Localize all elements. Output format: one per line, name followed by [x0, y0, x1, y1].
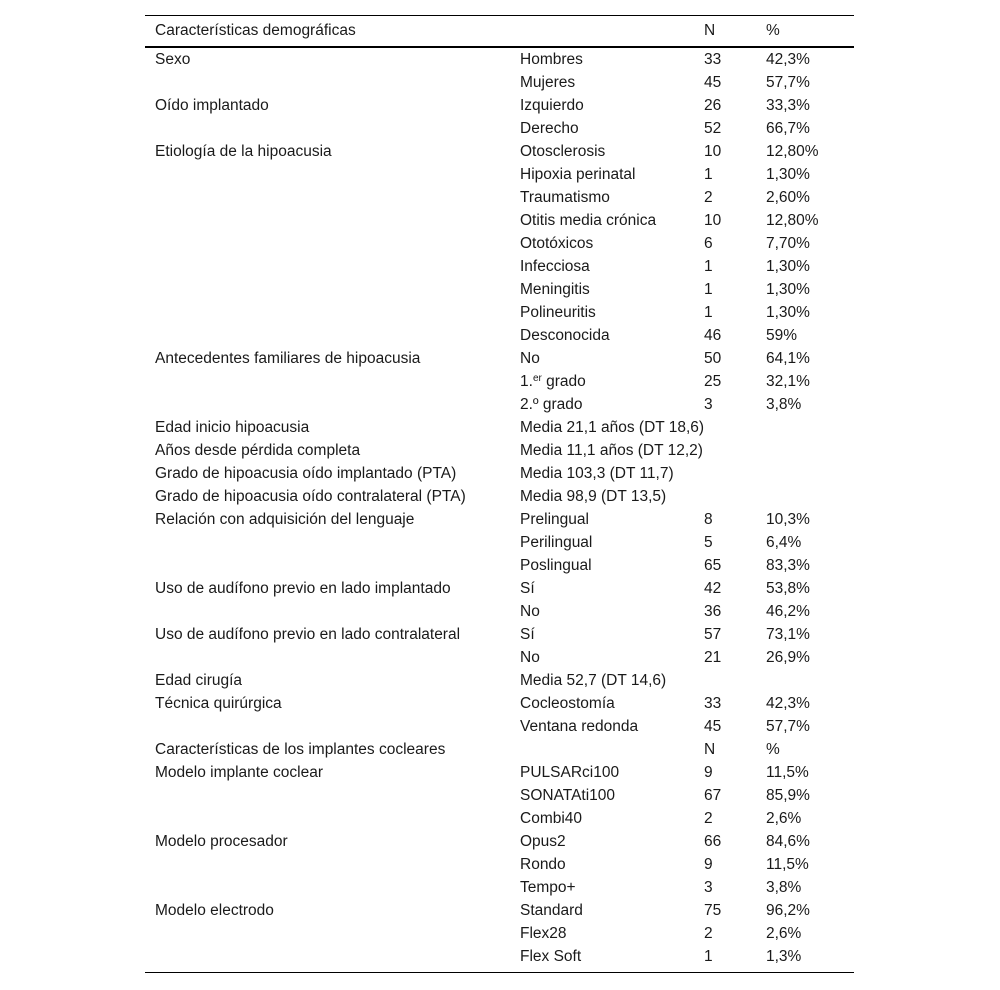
row-category: Hipoxia perinatal	[520, 166, 636, 183]
row-n: 52	[704, 120, 722, 137]
row-pct: 42,3%	[766, 695, 810, 712]
header-characteristic: Características demográficas	[155, 22, 356, 39]
row-pct: 1,30%	[766, 304, 810, 321]
row-label: Oído implantado	[155, 97, 269, 114]
row-n: 46	[704, 327, 722, 344]
table-row	[145, 531, 854, 554]
row-n: 10	[704, 212, 722, 229]
row-category-prefix: 1.	[520, 373, 533, 390]
row-n: 36	[704, 603, 722, 620]
row-pct: 2,6%	[766, 925, 802, 942]
row-pct: 2,6%	[766, 810, 802, 827]
row-pct: 73,1%	[766, 626, 810, 643]
row-n: 65	[704, 557, 722, 574]
table-bottom-rule	[145, 972, 854, 973]
row-n: 33	[704, 51, 722, 68]
table-row	[145, 876, 854, 899]
table-row	[145, 209, 854, 232]
row-pct: 84,6%	[766, 833, 810, 850]
row-pct: 11,5%	[766, 856, 809, 873]
table-row	[145, 324, 854, 347]
row-pct: 59%	[766, 327, 798, 344]
header-n: N	[704, 22, 716, 39]
table-row	[145, 669, 854, 692]
row-pct: 6,4%	[766, 534, 802, 551]
table-row	[145, 416, 854, 439]
row-n: 1	[704, 281, 713, 298]
row-category-suffix: grado	[541, 373, 586, 390]
row-pct: 57,7%	[766, 718, 810, 735]
row-n: 25	[704, 373, 722, 390]
row-pct: 1,30%	[766, 281, 810, 298]
row-category: Sí	[520, 580, 535, 597]
row-category: Otosclerosis	[520, 143, 606, 160]
row-n: 1	[704, 948, 713, 965]
row-category-superscript: er	[532, 373, 542, 384]
table-row	[145, 715, 854, 738]
row-category: Perilingual	[520, 534, 593, 551]
row-n: 10	[704, 143, 722, 160]
table-row	[145, 554, 854, 577]
table-row	[145, 278, 854, 301]
row-label: Uso de audífono previo en lado contralateral	[155, 626, 461, 643]
row-pct: 3,8%	[766, 879, 802, 896]
table-row	[145, 485, 854, 508]
row-n: 45	[704, 74, 722, 91]
row-n: 57	[704, 626, 722, 643]
row-category: Cocleostomía	[520, 695, 615, 712]
row-label: Grado de hipoacusia oído implantado (PTA)	[155, 465, 457, 482]
row-n: 1	[704, 258, 713, 275]
row-label: Años desde pérdida completa	[155, 442, 361, 459]
table-row	[145, 48, 854, 71]
row-pct: 53,8%	[766, 580, 810, 597]
row-pct: 12,80%	[766, 212, 819, 229]
row-label: Sexo	[155, 51, 191, 68]
table-row	[145, 232, 854, 255]
row-pct: 42,3%	[766, 51, 810, 68]
row-pct: 1,3%	[766, 948, 802, 965]
header-pct: %	[766, 22, 780, 39]
table-row	[145, 347, 854, 370]
row-pct: 96,2%	[766, 902, 810, 919]
row-category: Tempo+	[520, 879, 576, 896]
row-n: 3	[704, 396, 713, 413]
table-row	[145, 117, 854, 140]
row-category: Flex Soft	[520, 948, 582, 965]
table-row	[145, 393, 854, 416]
row-category	[520, 370, 586, 393]
row-category: Desconocida	[520, 327, 610, 344]
row-pct: 85,9%	[766, 787, 810, 804]
row-category: Meningitis	[520, 281, 590, 298]
row-category: Infecciosa	[520, 258, 590, 275]
row-category: Flex28	[520, 925, 567, 942]
row-label: Uso de audífono previo en lado implantado	[155, 580, 451, 597]
row-category: Hombres	[520, 51, 583, 68]
row-n: 66	[704, 833, 722, 850]
row-n: 5	[704, 534, 713, 551]
row-category: Rondo	[520, 856, 566, 873]
table-row	[145, 186, 854, 209]
row-category: Ventana redonda	[520, 718, 639, 735]
table-row	[145, 71, 854, 94]
row-n: 3	[704, 879, 713, 896]
row-label: Etiología de la hipoacusia	[155, 143, 332, 160]
row-category: Polineuritis	[520, 304, 596, 321]
row-n: 26	[704, 97, 722, 114]
table-row	[145, 807, 854, 830]
table-row	[145, 140, 854, 163]
row-category: Media 21,1 años (DT 18,6)	[520, 419, 705, 436]
row-label: Modelo procesador	[155, 833, 288, 850]
row-category: No	[520, 603, 540, 620]
row-category: Traumatismo	[520, 189, 610, 206]
table-row	[145, 462, 854, 485]
row-category: Ototóxicos	[520, 235, 594, 252]
table-top-rule	[145, 15, 854, 16]
row-category: Izquierdo	[520, 97, 584, 114]
row-category: Media 11,1 años (DT 12,2)	[520, 442, 703, 459]
table-header-row	[145, 19, 854, 42]
row-pct: 26,9%	[766, 649, 810, 666]
table-row	[145, 830, 854, 853]
row-label: Técnica quirúrgica	[155, 695, 282, 712]
table-row	[145, 600, 854, 623]
table-row	[145, 577, 854, 600]
row-pct: 7,70%	[766, 235, 810, 252]
row-n: 33	[704, 695, 722, 712]
row-category: Standard	[520, 902, 583, 919]
row-n: 8	[704, 511, 713, 528]
row-n: 42	[704, 580, 722, 597]
row-pct: 2,60%	[766, 189, 810, 206]
row-label: Modelo electrodo	[155, 902, 274, 919]
row-n: 21	[704, 649, 722, 666]
row-pct: 11,5%	[766, 764, 809, 781]
row-label: Características de los implantes cocleares	[155, 741, 446, 758]
row-n: 9	[704, 764, 713, 781]
row-pct: 10,3%	[766, 511, 810, 528]
row-label: Modelo implante coclear	[155, 764, 324, 781]
row-n: 1	[704, 304, 713, 321]
row-category: Combi40	[520, 810, 583, 827]
row-pct: 64,1%	[766, 350, 810, 367]
row-n: 6	[704, 235, 713, 252]
row-category: Sí	[520, 626, 535, 643]
table-row	[145, 784, 854, 807]
row-category: PULSARci100	[520, 764, 620, 781]
row-category: 2.º grado	[520, 396, 583, 413]
row-pct: 33,3%	[766, 97, 810, 114]
row-label: Edad inicio hipoacusia	[155, 419, 310, 436]
table-row	[145, 738, 854, 761]
row-category: Otitis media crónica	[520, 212, 657, 229]
row-pct: %	[766, 741, 780, 758]
row-label: Edad cirugía	[155, 672, 243, 689]
row-category: Prelingual	[520, 511, 589, 528]
table-row	[145, 255, 854, 278]
row-category: SONATAti100	[520, 787, 616, 804]
row-label: Relación con adquisición del lenguaje	[155, 511, 415, 528]
row-n: 2	[704, 925, 713, 942]
row-pct: 3,8%	[766, 396, 802, 413]
table-row	[145, 646, 854, 669]
table-row	[145, 853, 854, 876]
row-category: Media 52,7 (DT 14,6)	[520, 672, 667, 689]
row-pct: 1,30%	[766, 258, 810, 275]
table-row	[145, 761, 854, 784]
row-category: Media 103,3 (DT 11,7)	[520, 465, 674, 482]
row-category: Media 98,9 (DT 13,5)	[520, 488, 667, 505]
row-n: 2	[704, 810, 713, 827]
row-pct: 1,30%	[766, 166, 810, 183]
row-n: 1	[704, 166, 713, 183]
row-n: N	[704, 741, 716, 758]
row-n: 9	[704, 856, 713, 873]
row-category: Mujeres	[520, 74, 576, 91]
row-label: Antecedentes familiares de hipoacusia	[155, 350, 421, 367]
row-n: 75	[704, 902, 722, 919]
row-n: 67	[704, 787, 722, 804]
row-category: Opus2	[520, 833, 566, 850]
row-pct: 12,80%	[766, 143, 819, 160]
table-row	[145, 623, 854, 646]
table-row	[145, 692, 854, 715]
table-row	[145, 163, 854, 186]
table-row	[145, 945, 854, 968]
row-pct: 32,1%	[766, 373, 810, 390]
table-row	[145, 922, 854, 945]
row-category: No	[520, 649, 540, 666]
row-category: Poslingual	[520, 557, 592, 574]
row-n: 2	[704, 189, 713, 206]
row-n: 45	[704, 718, 722, 735]
table-row	[145, 370, 854, 393]
table-row	[145, 899, 854, 922]
row-category: Derecho	[520, 120, 579, 137]
row-pct: 66,7%	[766, 120, 810, 137]
table-row	[145, 301, 854, 324]
table-row	[145, 94, 854, 117]
table-row	[145, 439, 854, 462]
row-pct: 83,3%	[766, 557, 810, 574]
row-category: No	[520, 350, 540, 367]
row-label: Grado de hipoacusia oído contralateral (PTA)	[155, 488, 466, 505]
row-pct: 57,7%	[766, 74, 810, 91]
table-row	[145, 508, 854, 531]
row-n: 50	[704, 350, 722, 367]
row-pct: 46,2%	[766, 603, 810, 620]
